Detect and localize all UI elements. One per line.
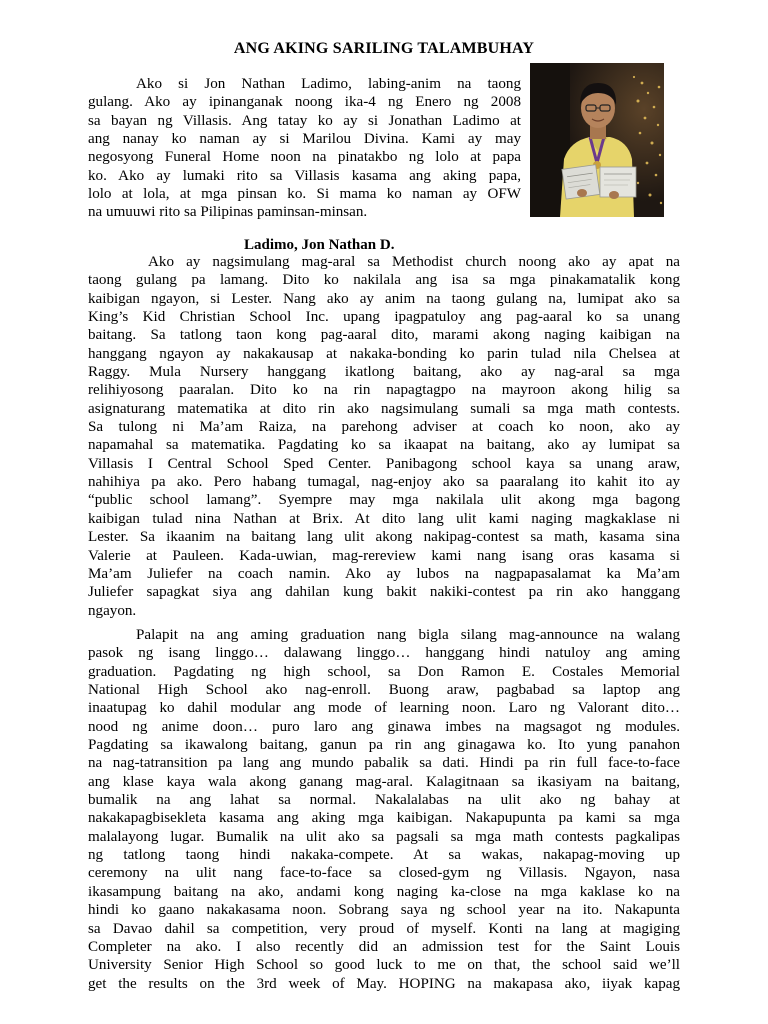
- text-line: Raggy. Mula Nursery hanggang ikatlong baitang, ako ay nag-aral sa mga: [88, 364, 680, 381]
- text-line: Valerie at Pauleen. Kada-uwian, mag-rereview kami nang isang oras kasama si: [88, 547, 680, 564]
- text-line: nahihiya pa ako. Pero habang tumagal, nag-enjoy ako sa paaralang ito kahit ito ay: [88, 474, 680, 491]
- text-line: lolo at lola, at mga pinsan ko. Si mama ko naman ay OFW: [88, 186, 521, 203]
- text-line: hanggang ngayon ay nakakausap at nakaka-bonding ko parin tulad nila Chelsea at: [88, 345, 680, 362]
- text-line: Villasis I Central School Sped Center. Panibagong school kaya sa unang araw,: [88, 455, 680, 472]
- paragraph-intro: [88, 75, 521, 222]
- text-line: University Senior High School so good luck to me on that, the school said we’ll: [88, 957, 680, 974]
- text-line: ngayon.: [88, 602, 137, 619]
- text-line: Ma’am Juliefer na coach namin. Ako ay lubos na nagpapasalamat ka Ma’am: [88, 565, 680, 582]
- paragraph-highschool: [88, 626, 680, 993]
- text-line: hindi ko gaano nakakasama noon. Sobrang saya ng school year na ito. Nakapunta: [88, 902, 680, 919]
- text-line: gulang. Ako ay ipinanganak noong ika-4 ng Enero ng 2008: [88, 94, 521, 111]
- text-line: bumalik na ang lahat sa normal. Nakalalabas na ulit ako ng bahay at: [88, 792, 680, 809]
- text-line: Juliefer sapagkat siya ang dahilan kung bakit nakiki-contest pa rin ako hanggang: [88, 584, 680, 601]
- document-title: ANG AKING SARILING TALAMBUHAY: [233, 40, 535, 57]
- text-line: napamahal sa matematika. Pagdating ko sa ikaapat na baitang, ako ay lumipat sa: [88, 437, 680, 454]
- author-byline: Ladimo, Jon Nathan D.: [244, 237, 395, 253]
- text-line: malalayong lugar. Bumalik na ulit ako sa pagsali sa mga math contests pagkalipas: [88, 828, 680, 845]
- text-line: Sa tulong ni Ma’am Raiza, na parehong adviser at coach ko noon, ako ay: [88, 419, 680, 436]
- portrait-photo-icon: [530, 63, 664, 217]
- paragraph-schooling: [88, 253, 680, 620]
- text-line: na nag-tatransition pa lang ang mundo pabalik sa dati. Hindi pa rin full face-to-face: [88, 755, 680, 772]
- text-line: pasok ng isang linggo… dalawang linggo… hanggang hindi natuloy ang aming: [88, 645, 680, 662]
- text-line: nakakapagbisekleta kasama ang aking mga kaibigan. Nakapupunta pa kami sa mga: [88, 810, 680, 827]
- text-line: ang klase kaya wala akong ganang mag-aral. Kalagitnaan sa ikasiyam na baitang,: [88, 773, 680, 790]
- text-line: negosyong Funeral Home noon na pinatakbo ng lolo at papa: [88, 149, 521, 166]
- text-line: kaibigan tulad nina Nathan at Brix. At dito lang ulit kami naging magkaklase ni: [88, 510, 680, 527]
- text-line: inaatupag ko dahil modular ang mode of learning noon. Laro ng Valorant dito…: [88, 700, 680, 717]
- text-line: na umuuwi rito sa Pilipinas paminsan-minsan.: [88, 204, 368, 221]
- text-line: ang nanay ko naman ay si Marilou Divina. Kami ay may: [88, 131, 521, 148]
- text-line: nood ng anime doon… puro laro ang ginawa imbes na magsagot ng modules.: [88, 718, 680, 735]
- text-line: baitang. Sa tatlong taon kong pag-aaral dito, marami akong naging kaibigan na: [88, 327, 680, 344]
- text-line: King’s Kid Christian School Inc. upang ipagpatuloy ang pag-aaral ko sa unang: [88, 309, 680, 326]
- text-line: Ako ay nagsimulang mag-aral sa Methodist church noong ako ay apat na: [148, 254, 680, 270]
- text-line: ng tatlong taong hindi nakaka-compete. At sa wakas, nakapag-moving up: [88, 847, 680, 864]
- text-line: Palapit na ang aming graduation nang bigla silang mag-announce na walang: [136, 627, 680, 643]
- text-line: Pagdating sa ikawalong baitang, ganun pa rin ang ginagawa ko. Ito yung panahon: [88, 737, 680, 754]
- text-line: taong gulang pa lamang. Dito ko nakilala ang isa sa mga pinakamatalik kong: [88, 272, 680, 289]
- text-line: kaibigan ngayon, si Lester. Nang ako ay anim na taong gulang na, lumipat ako sa: [88, 290, 680, 307]
- text-line: ceremony na ulit nang face-to-face sa closed-gym ng Villasis. Ngayon, nasa: [88, 865, 680, 882]
- text-line: Lester. Sa ikaanim na baitang lang ulit akong nakipag-contest sa math, kasama sina: [88, 529, 680, 546]
- text-line: graduation. Pagdating ng high school, sa Don Ramon E. Costales Memorial: [88, 663, 680, 680]
- text-line: sa Davao dahil sa competition, very proud of myself. Konti na lang at magiging: [88, 920, 680, 937]
- text-line: Ako si Jon Nathan Ladimo, labing-anim na taong: [136, 76, 521, 92]
- text-line: Completer na ako. I also recently did an admission test for the Saint Louis: [88, 938, 680, 955]
- text-line: asignaturang matematika at dito rin ako nagsimulang sumali sa mga math contests.: [88, 400, 680, 417]
- text-line: “public school lamang”. Syempre may mga nakilala ulit akong mga bagong: [88, 492, 680, 509]
- text-line: National High School ako nag-enroll. Buong araw, pagbabad sa laptop ang: [88, 682, 680, 699]
- text-line: get the results on the 3rd week of May. HOPING na makapasa ako, iiyak kapag: [88, 975, 680, 992]
- portrait-photo: [530, 63, 664, 217]
- text-line: relihiyosong paaralan. Dito ko na rin napagtagpo na mayroon akong hilig sa: [88, 382, 680, 399]
- text-line: sa bayan ng Villasis. Ang tatay ko ay si Jonathan Ladimo at: [88, 112, 521, 129]
- text-line: ko. Ako ay lumaki rito sa Villasis kasama ang aking papa,: [88, 167, 521, 184]
- text-line: ikasampung baitang na ako, andami kong naging ka-close na mga kaklase ko na: [88, 883, 680, 900]
